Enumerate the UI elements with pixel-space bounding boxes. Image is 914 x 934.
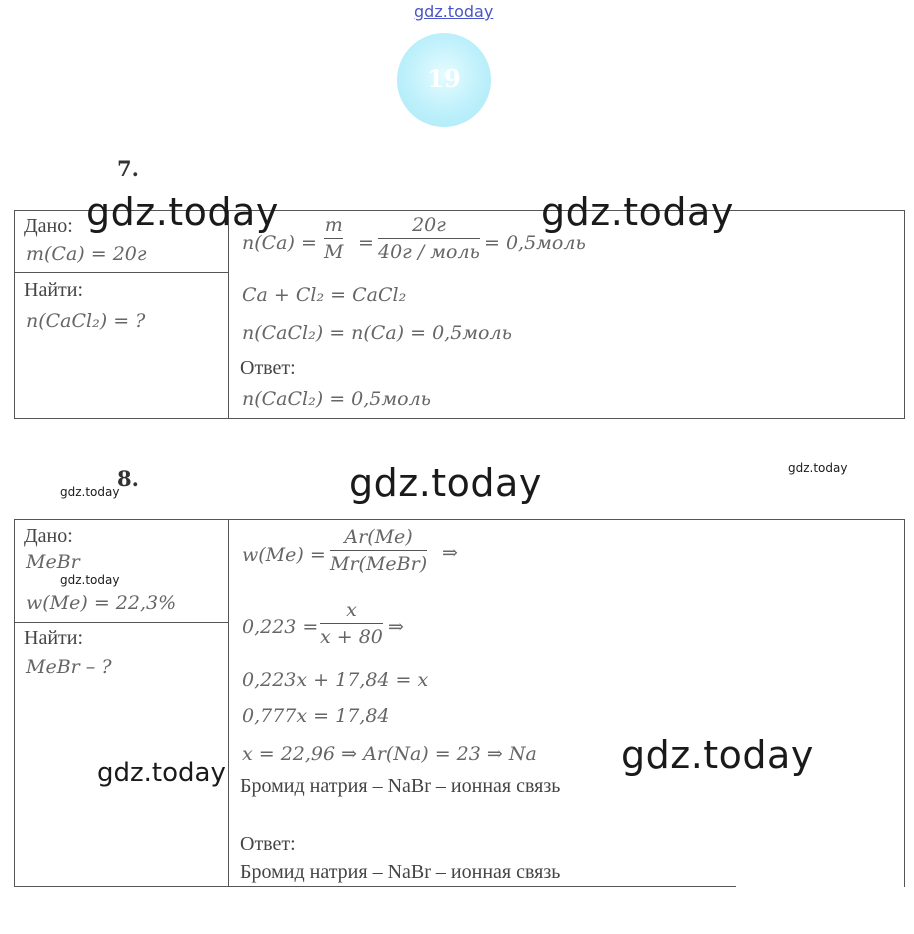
- task-8-answer-value: Бромид натрия – NaBr – ионная связь: [240, 861, 561, 883]
- task-7-eq1-frac2-denominator: 40г / моль: [378, 241, 480, 263]
- task-8-eq1-fraction: [330, 526, 427, 575]
- task-8-eq1-arrow: ⇒: [442, 542, 458, 564]
- task-7-eq3: n(CaCl₂) = n(Ca) = 0,5моль: [242, 322, 512, 344]
- task-7-given-value: m(Ca) = 20г: [26, 243, 147, 265]
- task-8-table: [14, 519, 905, 887]
- task-8-given-value-2: w(Me) = 22,3%: [26, 592, 177, 614]
- task-7-eq1-fraction-2: [378, 214, 480, 263]
- task-7-eq1-frac1-denominator: M: [324, 241, 344, 263]
- watermark-7: gdz.today: [97, 758, 226, 788]
- watermark-6: gdz.today: [60, 573, 120, 587]
- task-8-find-value: MeBr – ?: [26, 656, 112, 678]
- task-7-given-divider: [14, 272, 229, 273]
- task-8-eq4: 0,777x = 17,84: [242, 705, 390, 727]
- task-7-divider: [228, 210, 229, 419]
- watermark-top: gdz.today: [414, 2, 494, 21]
- task-8-bottom-border: [14, 886, 736, 887]
- watermark-5: gdz.today: [60, 485, 120, 499]
- task-8-given-divider: [14, 622, 229, 623]
- watermark-4: gdz.today: [788, 461, 848, 475]
- task-8-given-label: Дано:: [24, 525, 73, 547]
- task-8-find-label: Найти:: [24, 627, 84, 649]
- task-8-eq2-denominator: x + 80: [320, 626, 383, 648]
- task-7-number: 7.: [117, 156, 139, 181]
- task-8-eq1-left: w(Me) =: [242, 544, 326, 566]
- page-number-badge: [397, 33, 491, 127]
- task-7-find-value: n(CaCl₂) = ?: [26, 310, 146, 332]
- task-8-given-value-1: MeBr: [26, 551, 80, 573]
- task-7-eq1-fraction-1: [324, 214, 343, 263]
- task-7-answer-value: n(CaCl₂) = 0,5моль: [242, 388, 432, 410]
- task-8-eq2-arrow: ⇒: [388, 616, 404, 638]
- task-8-conclusion: Бромид натрия – NaBr – ионная связь: [240, 775, 561, 797]
- task-7-eq2: Ca + Cl₂ = CaCl₂: [242, 284, 407, 306]
- task-7-eq1-frac2-numerator: 20г: [412, 214, 446, 236]
- task-8-eq1-numerator: Ar(Me): [344, 526, 413, 548]
- task-8-divider: [228, 519, 229, 887]
- watermark-3: gdz.today: [349, 461, 542, 505]
- watermark-2: gdz.today: [541, 190, 734, 234]
- task-7-eq1-left: n(Ca) =: [242, 232, 317, 254]
- task-8-eq2-fraction: [320, 599, 383, 648]
- task-7-eq1-equals: =: [358, 232, 374, 254]
- task-7-given-label: Дано:: [24, 215, 73, 237]
- task-8-eq5: x = 22,96 ⇒ Ar(Na) = 23 ⇒ Na: [242, 743, 537, 765]
- task-7-answer-label: Ответ:: [240, 357, 296, 379]
- task-8-number: 8.: [117, 466, 139, 491]
- task-8-eq1-denominator: Mr(MeBr): [330, 553, 428, 575]
- task-8-eq2-numerator: x: [346, 599, 357, 621]
- watermark-1: gdz.today: [86, 190, 279, 234]
- task-7-eq1-result: = 0,5моль: [484, 232, 586, 254]
- task-7-eq1-frac1-numerator: m: [324, 214, 343, 236]
- task-8-eq2-left: 0,223 =: [242, 616, 319, 638]
- task-8-answer-label: Ответ:: [240, 833, 296, 855]
- watermark-8: gdz.today: [621, 733, 814, 777]
- task-8-eq3: 0,223x + 17,84 = x: [242, 669, 429, 691]
- task-7-find-label: Найти:: [24, 279, 84, 301]
- page-number: 19: [427, 64, 461, 93]
